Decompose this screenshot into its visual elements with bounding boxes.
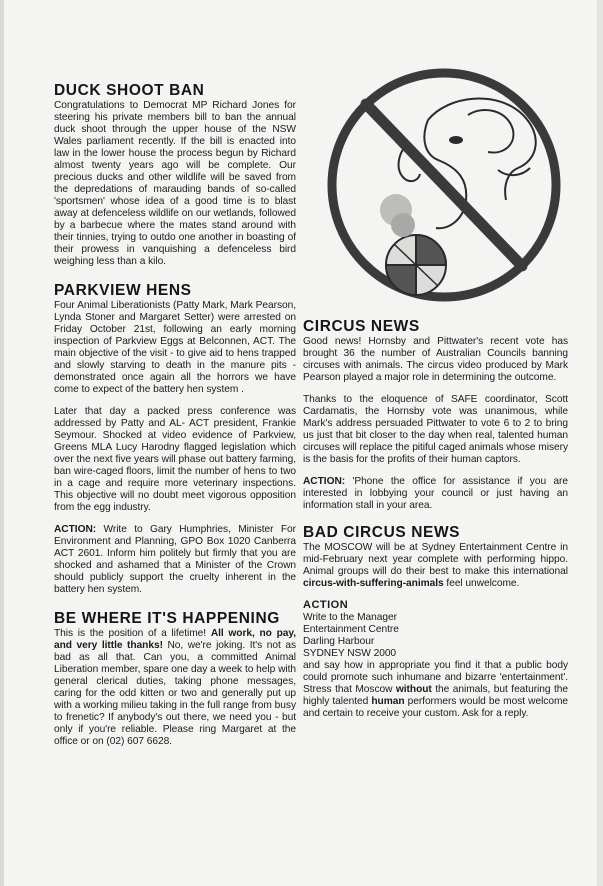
- circus-news-article: [303, 318, 568, 512]
- happening-article: [54, 610, 296, 748]
- circus-news-heading: CIRCUS NEWS: [303, 318, 420, 335]
- circus-ball: [386, 235, 446, 295]
- bad-circus-intro: The MOSCOW will be at Sydney Entertainment Centre in mid-February next year complete with performing hippo. Animal groups will do their best to make this international: [303, 542, 568, 577]
- request-emphasis: human: [371, 696, 405, 707]
- happening-rest: No, we're joking. It's not as bad as all that. Can you, a committed Animal Liberation member, spare one day a week to help with general clerical duties, taking phone messages, caring for the odd kitten or two and generally put up with a working milieu taking in the full range from busy to frenetic? If anybody's out there, we need you - but only if you're reliable. Please ring Margaret at the office or on (02) 607 6628.: [54, 640, 296, 747]
- happening-heading: BE WHERE IT'S HAPPENING: [54, 610, 280, 627]
- parkview-heading: PARKVIEW HENS: [54, 282, 192, 299]
- bad-circus-action-heading: ACTION: [303, 599, 349, 611]
- parkview-action-label: ACTION:: [54, 524, 97, 535]
- bad-circus-heading: BAD CIRCUS NEWS: [303, 524, 461, 541]
- parkview-para-1: Four Animal Liberationists (Patty Mark, Mark Pearson, Lynda Stoner and Margaret Setter) were arrested on Friday October 21st, following an early morning inspection of Parkview Eggs at Belconnen, ACT. The main objective of the visit - to give aid to hens trapped and slowly starving to death in the manure pits - demonstrated once again all the horrors we have come to expect of the battery hen system .: [54, 300, 296, 395]
- request-part: and say how in appropriate you find it that a public body could promote such inhumane and bizarre 'entertainment'. Stress that Moscow: [303, 660, 568, 695]
- request-part: the animals, but featuring the highly talented: [303, 684, 568, 707]
- left-column: [54, 82, 296, 760]
- parkview-para-2: Later that day a packed press conference was addressed by Patty and AL- ACT president, Frankie Seymour. Shocked at video evidence of Parkview, Greens MLA Lucy Harodny flagged legislation which over the next five years will phase out battery farming, ban wire-caged floors, limit the number of hens to two in a cage and require more veterinary inspections. This objective will no doubt meet vigorous opposition from the egg industry.: [54, 406, 296, 513]
- circus-action-text: 'Phone the office for assistance if you are interested in lobbying your council or just having an information stall in your area.: [303, 476, 568, 511]
- bad-circus-request: [303, 660, 568, 720]
- page-edge-right: [597, 0, 603, 886]
- page-edge-left: [0, 0, 4, 886]
- no-circus-elephant-icon: [308, 60, 578, 310]
- happening-body: [54, 628, 296, 748]
- manager-address: [303, 612, 568, 660]
- request-emphasis: without: [395, 684, 432, 695]
- right-column: [303, 318, 568, 732]
- circus-news-para-1: Good news! Hornsby and Pittwater's recent vote has brought 36 the number of Australian Councils banning circuses with animals. The circus video produced by Mark Pearson played a major role in determining the outcome.: [303, 336, 568, 383]
- bad-circus-emphasis: circus-with-suffering-animals: [303, 578, 444, 589]
- parkview-action-text: Write to Gary Humphries, Minister For Environment and Planning, GPO Box 1020 Canberra ACT 2601. Inform him politely but firmly that you are shocked and ashamed that a Minister of the Crown should publicly support the cruelty inherent in the battery hen system.: [54, 524, 296, 595]
- bad-circus-article: [303, 524, 568, 720]
- parkview-article: [54, 282, 296, 596]
- bad-circus-outro: feel unwelcome.: [443, 578, 520, 589]
- duck-shoot-heading: DUCK SHOOT BAN: [54, 82, 205, 99]
- bad-circus-body: [303, 542, 568, 590]
- address-line: Darling Harbour: [303, 636, 375, 647]
- circus-news-para-2: Thanks to the eloquence of SAFE coordinator, Scott Cardamatis, the Hornsby vote was unanimous, while Mark's address persuaded Pittwater to vote 6 to 2 to bring us just that bit closer to the day when real, talented human circuses will replace the pitiful caged animals whose misery is the basis for the profits of their human captors.: [303, 394, 568, 465]
- happening-emphasis: All work, no pay, and very little thanks!: [54, 628, 297, 651]
- circus-action-label: ACTION:: [303, 476, 346, 487]
- address-line: Write to the Manager: [303, 612, 397, 623]
- address-line: SYDNEY NSW 2000: [303, 648, 397, 659]
- happening-intro: This is the position of a lifetime!: [54, 628, 211, 639]
- address-line: Entertainment Centre: [303, 624, 399, 635]
- request-part: performers would be most welcome and certain to receive your custom. Ask for a reply.: [303, 696, 568, 719]
- duck-shoot-article: [54, 82, 296, 268]
- parkview-action: [54, 524, 296, 596]
- circus-news-action: [303, 476, 568, 512]
- duck-shoot-body: Congratulations to Democrat MP Richard Jones for steering his private members bill to ban the annual duck shoot through the upper house of the NSW Wales parliament recently. If the bill is enacted into law in the lower house the process begun by Richard almost twenty years ago will be complete. Our precious ducks and other wildlife will be saved from the depredations of marauding bands of so-called 'sportsmen' whose idea of a good time is to blast away at defenceless wildlife on our wetlands, followed by a barbecue where the mates stand around with their tinnies, trying to outdo one another in boasting of their prowess in vanquishing a defenceless bird weighing less than a kilo.: [54, 100, 296, 267]
